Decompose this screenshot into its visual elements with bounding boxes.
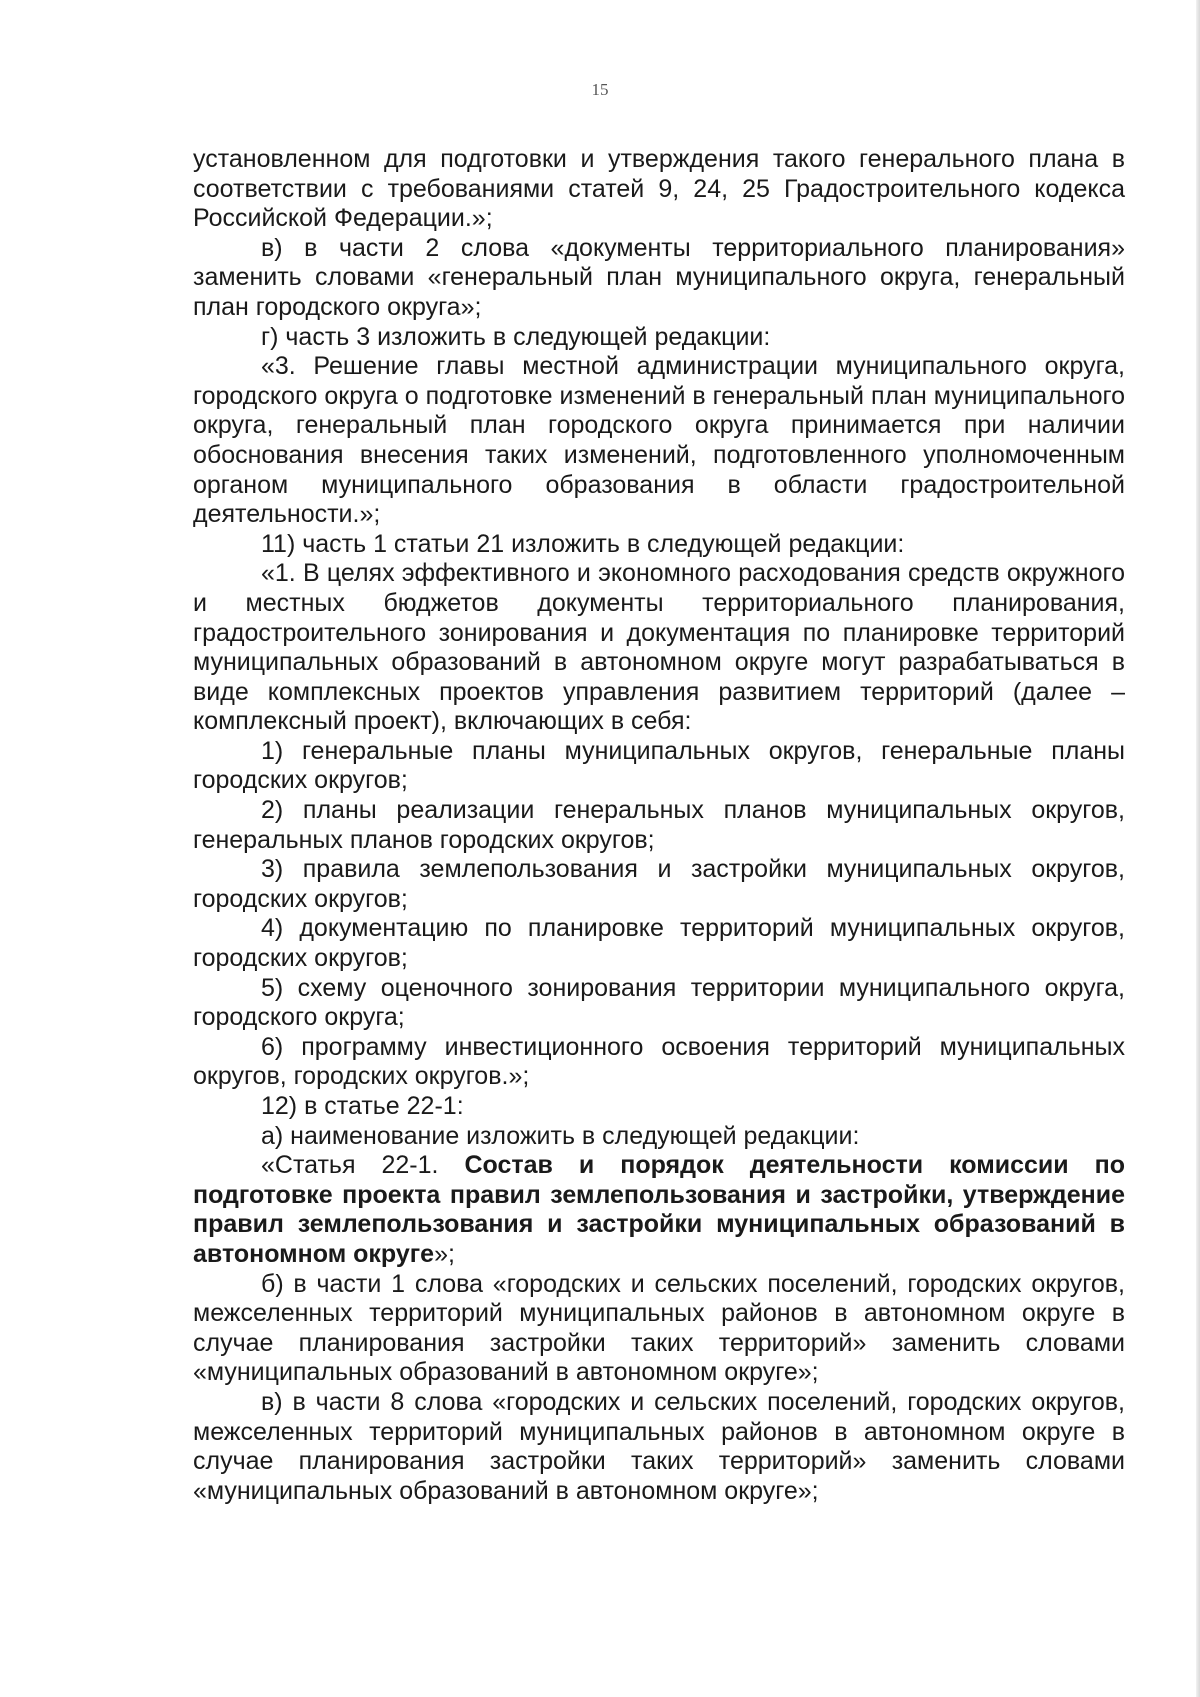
page-edge-shadow	[1196, 0, 1200, 1697]
list-item-2: 2) планы реализации генеральных планов муниципальных округов, генеральных планов городских округов;	[193, 796, 1125, 854]
article-heading-title: Состав и порядок деятельности комиссии по подготовке проекта правил землепользования и застройки, утверждение правил землепользования и застройки муниципальных образований в автономном округе	[193, 1151, 1125, 1268]
list-item-3: 3) правила землепользования и застройки муниципальных округов, городских округов;	[193, 855, 1125, 913]
list-item-1: 1) генеральные планы муниципальных округов, генеральные планы городских округов;	[193, 736, 1125, 795]
document-body	[193, 145, 1125, 1506]
list-item-4: 4) документацию по планировке территорий муниципальных округов, городских округов;	[193, 914, 1125, 973]
page-number: 15	[591, 80, 609, 99]
paragraph-item-b: б) в части 1 слова «городских и сельских поселений, городских округов, межселенных территорий муниципальных районов в автономном округе в случае планирования застройки таких территорий» заменить словами «муниципальных образований в автономном округе»;	[193, 1269, 1125, 1387]
list-item-5: 5) схему оценочного зонирования территории муниципального округа, городского округа;	[193, 973, 1125, 1032]
article-heading	[193, 1151, 1125, 1269]
paragraph-item-11: 11) часть 1 статьи 21 изложить в следующей редакции:	[261, 529, 905, 558]
list-item-6: 6) программу инвестиционного освоения территорий муниципальных округов, городских округов.»;	[193, 1032, 1125, 1091]
paragraph-item-v: в) в части 2 слова «документы территориального планирования» заменить словами «генеральный план муниципального округа, генеральный план городского округа»;	[193, 233, 1125, 321]
paragraph-part-1-text: «1. В целях эффективного и экономного расходования средств окружного и местных бюджетов документы территориального планирования, градостроительного зонирования и документация по планировке территорий муниципальных образований в автономном округе могут разрабатываться в виде комплексных проектов управления развитием территорий (далее – комплексный проект), включающих в себя:	[193, 559, 1125, 736]
paragraph-continuation: установленном для подготовки и утверждения такого генерального плана в соответствии с требованиями статей 9, 24, 25 Градостроительного кодекса Российской Федерации.»;	[193, 145, 1125, 233]
paragraph-item-g: г) часть 3 изложить в следующей редакции:	[261, 322, 771, 351]
paragraph-item-a: а) наименование изложить в следующей редакции:	[261, 1121, 860, 1150]
article-heading-suffix: »;	[434, 1239, 455, 1268]
article-heading-prefix: «Статья 22-1.	[261, 1151, 465, 1180]
paragraph-part-3-text: «3. Решение главы местной администрации муниципального округа, городского округа о подготовке изменений в генеральный план муниципального округа, генеральный план городского округа принимается при наличии обоснования внесения таких изменений, подготовленного уполномоченным органом муниципального образования в области градостроительной деятельности.»;	[193, 352, 1125, 529]
paragraph-item-12: 12) в статье 22-1:	[261, 1092, 464, 1120]
paragraph-item-v-part-8: в) в части 8 слова «городских и сельских поселений, городских округов, межселенных территорий муниципальных районов в автономном округе в случае планирования застройки таких территорий» заменить словами «муниципальных образований в автономном округе»;	[193, 1387, 1125, 1505]
